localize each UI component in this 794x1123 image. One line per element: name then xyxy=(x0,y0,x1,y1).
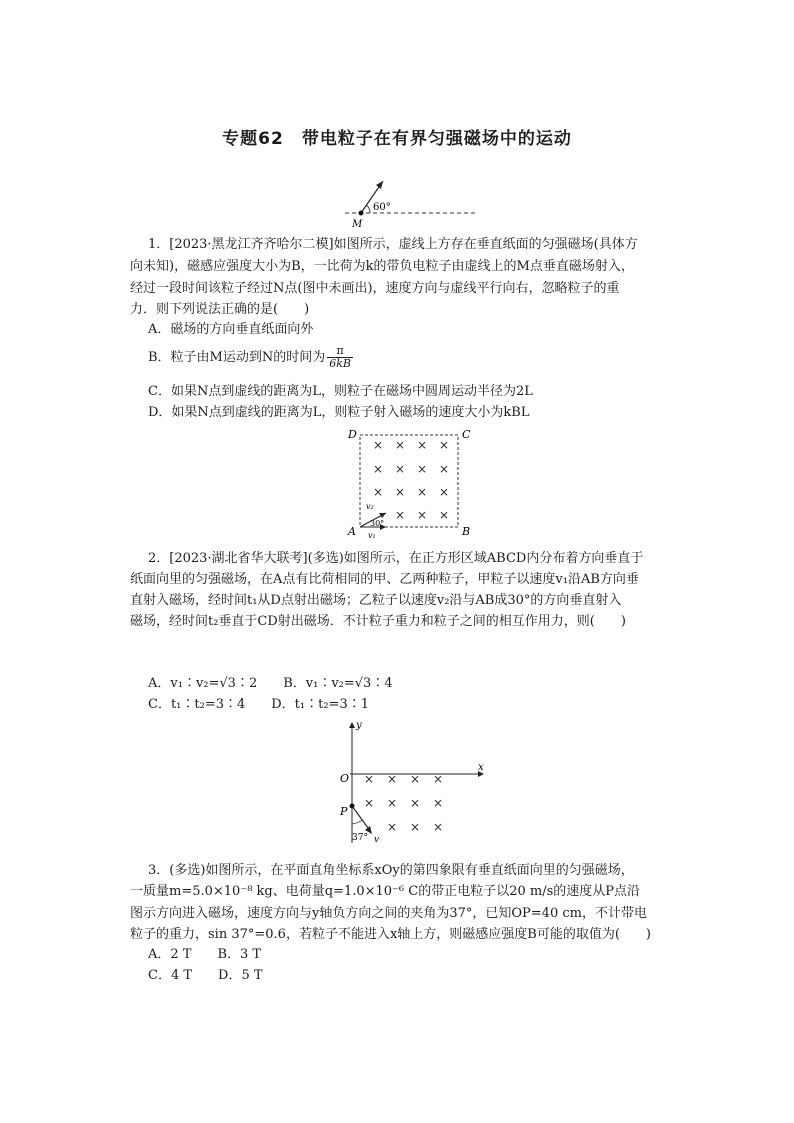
field-symbols xyxy=(364,772,443,834)
fraction xyxy=(327,345,353,370)
point-m-label: M xyxy=(352,219,363,230)
field-x: × xyxy=(438,508,450,522)
field-x: × xyxy=(372,438,384,452)
q1-option-a: A．磁场的方向垂直纸面向外 xyxy=(148,322,314,337)
q2-stem-line-4: 磁场，经时间t₂垂直于CD射出磁场．不计粒子重力和粒子之间的相互作用力，则( ) xyxy=(130,614,626,629)
v1-label: v₁ xyxy=(368,531,376,540)
field-x: × xyxy=(394,485,406,499)
corner-a-label: A xyxy=(348,525,356,538)
field-x: × xyxy=(372,485,384,499)
q1-option-b-text: B．粒子由M运动到N的时间为 xyxy=(148,350,326,365)
field-x: × xyxy=(432,820,444,834)
field-x: × xyxy=(409,772,421,786)
q1-stem-line-4: 力．则下列说法正确的是( ) xyxy=(130,302,310,317)
field-x: × xyxy=(432,796,444,810)
q3-options-row-1: A．2 T B．3 T xyxy=(148,947,262,962)
arrow-head-icon xyxy=(349,722,355,728)
point-m-dot xyxy=(359,211,364,216)
q1-stem-line-1: 1．[2023·黑龙江齐齐哈尔二模]如图所示，虚线上方存在垂直纸面的匀强磁场(具体方 xyxy=(148,237,638,252)
fraction-denominator: 6kB xyxy=(329,357,351,370)
origin-label: O xyxy=(340,772,350,785)
point-p-label: P xyxy=(340,805,348,818)
q1-stem-line-2: 向未知)，磁感应强度大小为B，一比荷为k的带负电粒子由虚线上的M点垂直磁场射入， xyxy=(130,259,634,274)
field-x: × xyxy=(432,772,444,786)
corner-d-label: D xyxy=(348,428,357,441)
arrow-head-icon xyxy=(376,181,383,189)
angle-60-label: 60° xyxy=(373,202,391,213)
velocity-label: v xyxy=(374,835,380,845)
q3-options-row-2: C．4 T D．5 T xyxy=(148,968,263,983)
field-x: × xyxy=(416,438,428,452)
figure-2 xyxy=(342,425,477,545)
field-x: × xyxy=(386,820,398,834)
field-x: × xyxy=(394,438,406,452)
figure-3 xyxy=(332,718,492,848)
q2-options-row-1: A．v₁∶v₂=√3∶2 B．v₁∶v₂=√3∶4 xyxy=(148,676,393,691)
page-title: 专题62 带电粒子在有界匀强磁场中的运动 xyxy=(222,129,572,149)
q3-stem-line-2: 一质量m=5.0×10⁻⁸ kg、电荷量q=1.0×10⁻⁶ C的带正电粒子以20 m/s的速度从P点沿 xyxy=(130,884,641,899)
q2-stem-line-3: 直射入磁场，经时间t₁从D点射出磁场；乙粒子以速度v₂沿与AB成30°的方向垂直射入 xyxy=(130,593,622,608)
field-x: × xyxy=(363,796,375,810)
field-x: × xyxy=(386,772,398,786)
field-x: × xyxy=(438,462,450,476)
field-x: × xyxy=(409,820,421,834)
field-x: × xyxy=(438,485,450,499)
q3-stem-line-4: 粒子的重力，sin 37°=0.6，若粒子不能进入x轴上方，则磁感应强度B可能的取值为( ) xyxy=(130,927,651,942)
q1-option-c: C．如果N点到虚线的距离为L，则粒子在磁场中圆周运动半径为2L xyxy=(148,384,533,399)
field-x: × xyxy=(416,462,428,476)
v2-label: v₂ xyxy=(366,502,374,511)
angle-arc xyxy=(352,820,362,824)
field-x: × xyxy=(438,438,450,452)
field-x: × xyxy=(394,462,406,476)
field-symbols xyxy=(373,438,449,522)
field-x: × xyxy=(409,796,421,810)
q2-options-row-2: C．t₁∶t₂=3∶4 D．t₁∶t₂=3∶1 xyxy=(148,697,369,712)
field-x: × xyxy=(416,485,428,499)
angle-arc xyxy=(366,205,370,213)
q3-stem-line-3: 图示方向进入磁场，速度方向与y轴负方向之间的夹角为37°，已知OP=40 cm，不计带电 xyxy=(130,906,647,921)
fraction-numerator: π xyxy=(327,345,353,358)
figure-1 xyxy=(340,176,480,231)
q1-option-d: D．如果N点到虚线的距离为L，则粒子射入磁场的速度大小为kBL xyxy=(148,405,530,420)
x-axis-label: x xyxy=(478,762,484,773)
field-x: × xyxy=(386,796,398,810)
y-axis-label: y xyxy=(356,720,362,731)
angle-30-label: 30° xyxy=(370,519,385,528)
angle-37-label: 37° xyxy=(352,833,368,843)
field-x: × xyxy=(394,508,406,522)
field-x: × xyxy=(416,508,428,522)
q2-stem-line-2: 纸面向里的匀强磁场，在A点有比荷相同的甲、乙两种粒子，甲粒子以速度v₁沿AB方向垂 xyxy=(130,572,639,587)
corner-b-label: B xyxy=(462,525,471,538)
q1-option-b xyxy=(148,345,353,370)
q2-stem-line-1: 2．[2023·湖北省华大联考](多选)如图所示，在正方形区域ABCD内分布着方向垂直于 xyxy=(148,551,644,566)
field-x: × xyxy=(363,772,375,786)
q1-stem-line-3: 经过一段时间该粒子经过N点(图中未画出)，速度方向与虚线平行向右，忽略粒子的重 xyxy=(130,281,620,296)
field-x: × xyxy=(372,462,384,476)
arrow-head-icon xyxy=(379,513,386,518)
q3-stem-line-1: 3．(多选)如图所示，在平面直角坐标系xOy的第四象限有垂直纸面向里的匀强磁场， xyxy=(148,863,634,878)
corner-c-label: C xyxy=(462,428,471,441)
